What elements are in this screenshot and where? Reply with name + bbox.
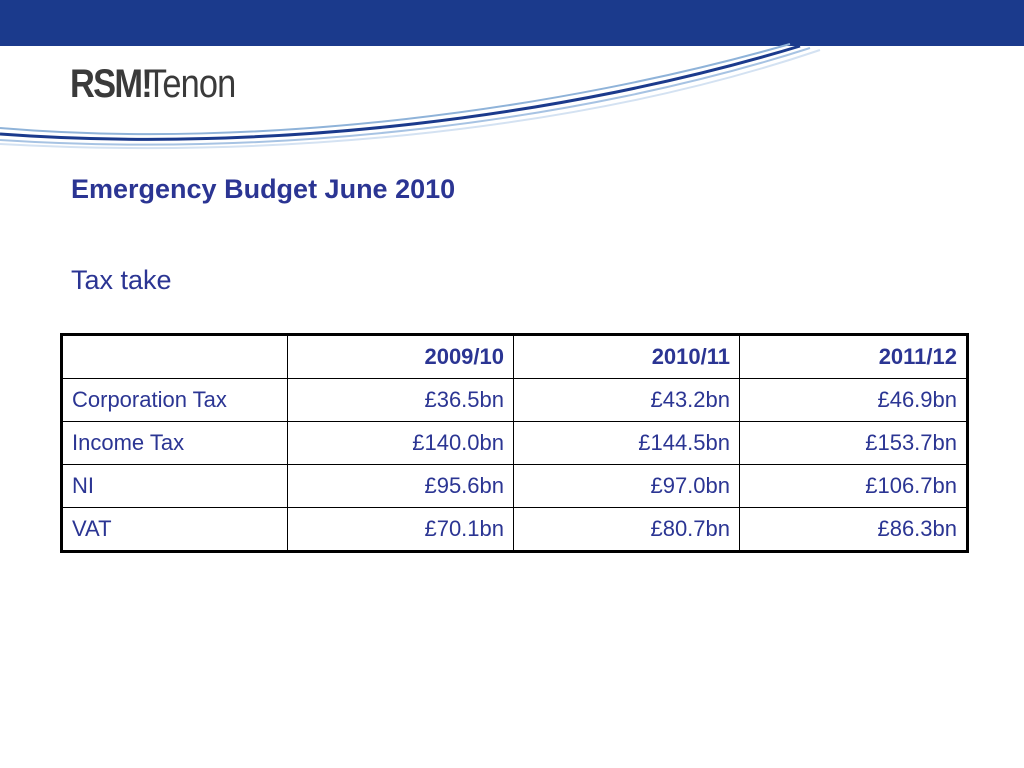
- table-cell: £106.7bn: [740, 465, 968, 508]
- row-label: Income Tax: [62, 422, 288, 465]
- table-cell: £80.7bn: [514, 508, 740, 552]
- row-label: VAT: [62, 508, 288, 552]
- table-row: [62, 422, 968, 465]
- tax-take-table: [60, 333, 969, 553]
- table-cell: £97.0bn: [514, 465, 740, 508]
- table-header-cell: [62, 335, 288, 379]
- table-cell: £140.0bn: [288, 422, 514, 465]
- table-header-cell: 2011/12: [740, 335, 968, 379]
- table-header-cell: 2009/10: [288, 335, 514, 379]
- table-row: [62, 465, 968, 508]
- logo-tenon-text: Tenon: [146, 62, 236, 106]
- row-label: Corporation Tax: [62, 379, 288, 422]
- page-title: Emergency Budget June 2010: [71, 174, 456, 204]
- table-cell: £70.1bn: [288, 508, 514, 552]
- table-cell: £43.2bn: [514, 379, 740, 422]
- logo-rsm-text: RSM!: [70, 62, 152, 106]
- table-cell: £86.3bn: [740, 508, 968, 552]
- rsm-tenon-logo: [70, 62, 250, 106]
- row-label: NI: [62, 465, 288, 508]
- table-cell: £153.7bn: [740, 422, 968, 465]
- page-subtitle: Tax take: [71, 265, 172, 295]
- table-header-cell: 2010/11: [514, 335, 740, 379]
- table-cell: £46.9bn: [740, 379, 968, 422]
- table-row: [62, 379, 968, 422]
- table-header-row: [62, 335, 968, 379]
- table-row: [62, 508, 968, 552]
- table-cell: £144.5bn: [514, 422, 740, 465]
- table-cell: £95.6bn: [288, 465, 514, 508]
- table-cell: £36.5bn: [288, 379, 514, 422]
